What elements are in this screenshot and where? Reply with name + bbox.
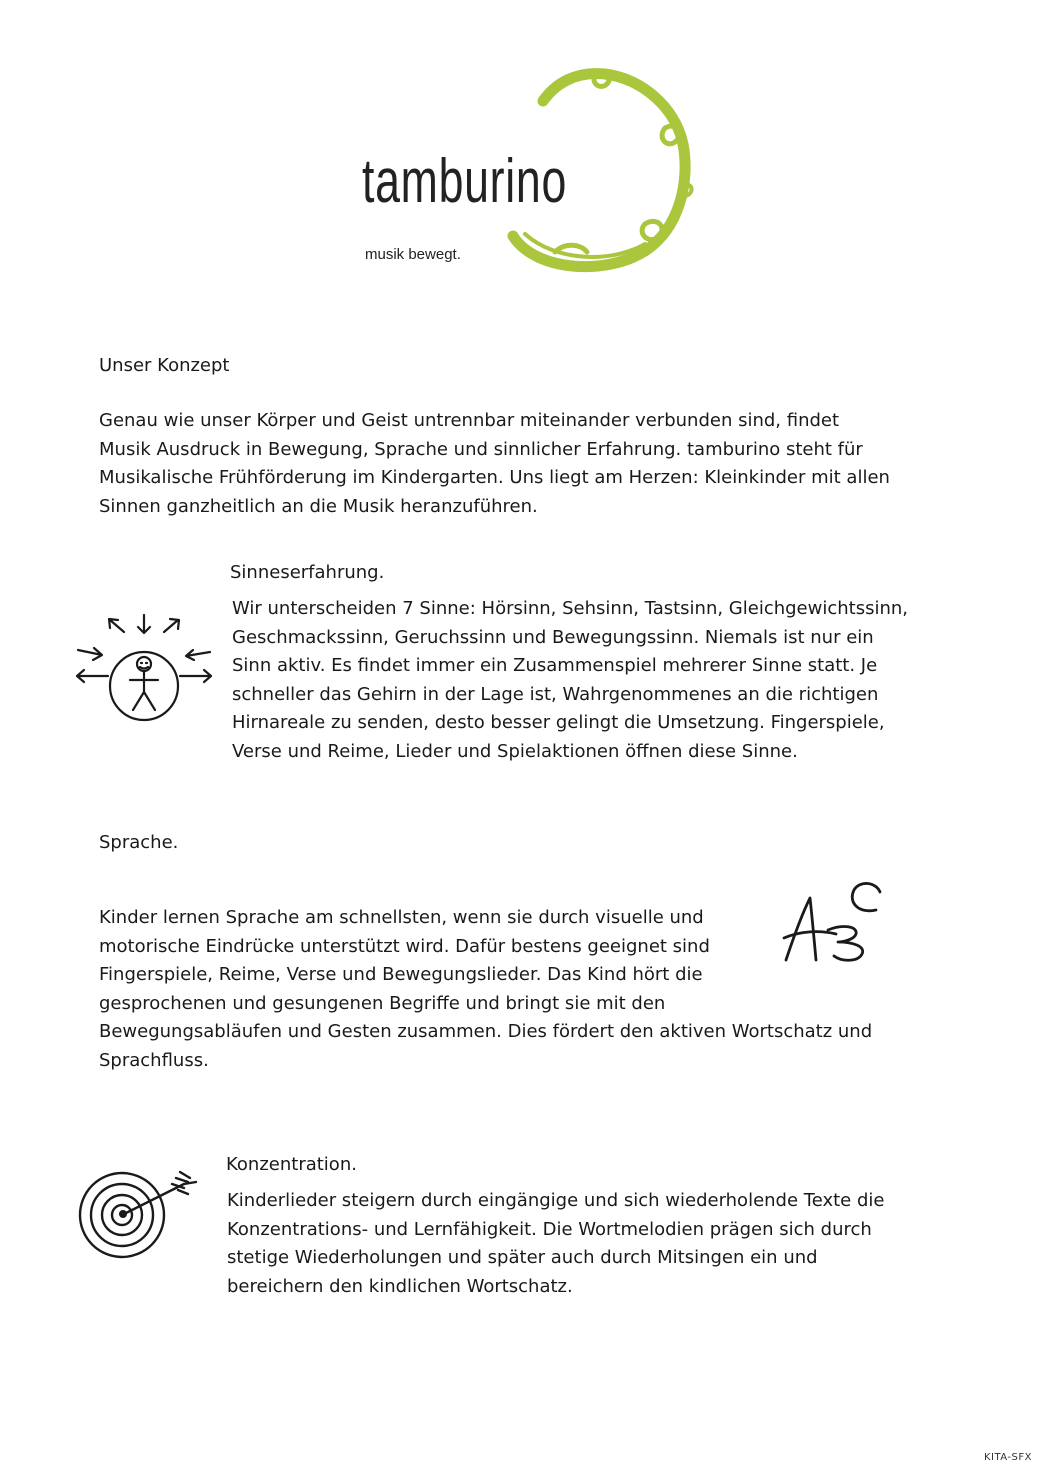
concept-paragraph — [99, 407, 890, 521]
concentration-line: bereichern den kindlichen Wortschatz. — [227, 1275, 573, 1297]
concept-title: Unser Konzept — [99, 355, 230, 376]
concentration-line: Konzentrations- und Lernfähigkeit. Die Wortmelodien prägen sich durch — [227, 1218, 872, 1240]
concentration-paragraph — [227, 1187, 884, 1301]
target-arrow-icon — [76, 1168, 204, 1264]
language-line: Kinder lernen Sprache am schnellsten, wenn sie durch visuelle und — [99, 907, 704, 928]
language-line: Sprachfluss. — [99, 1049, 209, 1071]
senses-paragraph — [232, 595, 908, 766]
senses-line: Wir unterscheiden 7 Sinne: Hörsinn, Sehsinn, Tastsinn, Gleichgewichtssinn, — [232, 598, 909, 619]
logo-ring-icon — [495, 66, 695, 276]
language-title: Sprache. — [99, 832, 179, 853]
concept-line: Sinnen ganzheitlich an die Musik heranzuführen. — [99, 495, 538, 517]
senses-title: Sinneserfahrung. — [230, 562, 385, 583]
concentration-title: Konzentration. — [226, 1154, 357, 1175]
concept-line: Genau wie unser Körper und Geist untrennbar miteinander verbunden sind, findet — [99, 410, 840, 431]
senses-line: schneller das Gehirn in der Lage ist, Wahrgenommenes an die richtigen — [232, 683, 879, 705]
language-line: Fingerspiele, Reime, Verse und Bewegungslieder. Das Kind hört die — [99, 964, 703, 985]
concentration-line: stetige Wiederholungen und später auch durch Mitsingen ein und — [227, 1247, 818, 1268]
abc-icon — [780, 876, 892, 968]
senses-line: Sinn aktiv. Es findet immer ein Zusammenspiel mehrerer Sinne statt. Je — [232, 655, 878, 676]
logo-tagline: musik bewegt. — [365, 246, 461, 263]
language-line: Bewegungsabläufen und Gesten zusammen. Dies fördert den aktiven Wortschatz und — [99, 1021, 873, 1042]
stick-figure-senses-icon — [72, 610, 216, 728]
concentration-line: Kinderlieder steigern durch eingängige und sich wiederholende Texte die — [227, 1190, 885, 1211]
language-line: motorische Eindrücke unterstützt wird. Dafür bestens geeignet sind — [99, 935, 710, 957]
logo-wordmark: tamburino — [362, 147, 567, 216]
senses-line: Geschmackssinn, Geruchssinn und Bewegungssinn. Niemals ist nur ein — [232, 626, 874, 648]
language-paragraph — [99, 904, 872, 1075]
senses-line: Verse und Reime, Lieder und Spielaktionen öffnen diese Sinne. — [232, 740, 798, 762]
language-line: gesprochenen und gesungenen Begriffe und bringt sie mit den — [99, 992, 666, 1014]
footer-mark: KITA-SFX — [983, 1452, 1032, 1463]
concept-line: Musik Ausdruck in Bewegung, Sprache und sinnlicher Erfahrung. tamburino steht für — [99, 438, 863, 460]
concept-line: Musikalische Frühförderung im Kindergarten. Uns liegt am Herzen: Kleinkinder mit allen — [99, 467, 890, 488]
senses-line: Hirnareale zu senden, desto besser gelingt die Umsetzung. Fingerspiele, — [232, 712, 885, 733]
